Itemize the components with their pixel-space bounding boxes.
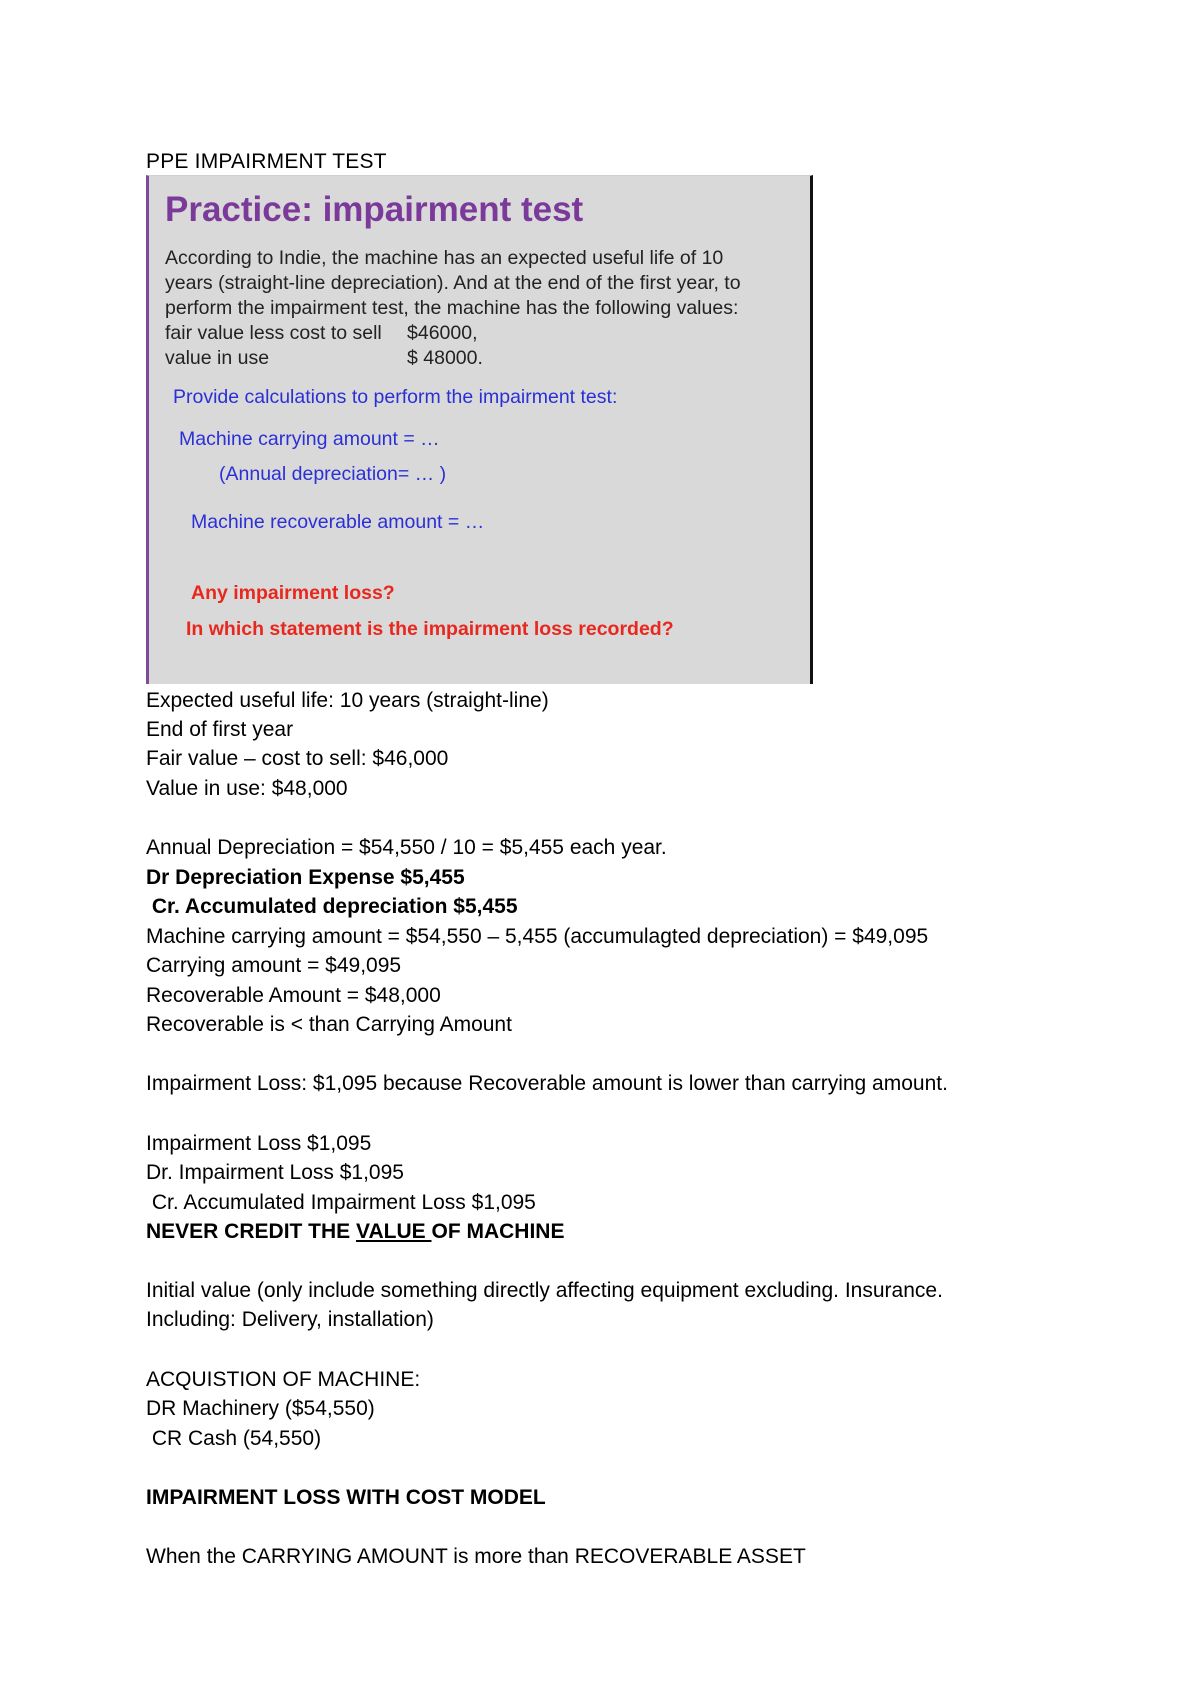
text-line: Expected useful life: 10 years (straight-line): [146, 689, 549, 712]
value-in-use-label: value in use: [165, 347, 270, 369]
slide-value-in-use-row: [165, 346, 805, 371]
slide-carrying-amount: Machine carrying amount = …: [179, 428, 440, 450]
slide-question-statement: In which statement is the impairment loss recorded?: [186, 618, 674, 640]
text-line: ACQUISTION OF MACHINE:: [146, 1368, 421, 1391]
fair-value-amount: $46000,: [407, 322, 478, 344]
text-line: DR Machinery ($54,550): [146, 1397, 375, 1420]
slide-annual-depreciation: (Annual depreciation= … ): [219, 463, 447, 485]
slide-title: Practice: impairment test: [165, 190, 584, 229]
warning-line: [146, 1218, 564, 1246]
text-line: Machine carrying amount = $54,550 – 5,455 (accumulagted depreciation) = $49,095: [146, 925, 929, 948]
warning-text-part: NEVER CREDIT THE: [146, 1220, 357, 1243]
text-line: CR Cash (54,550): [146, 1427, 322, 1450]
warning-text-part: OF MACHINE: [431, 1220, 565, 1243]
section-heading: IMPAIRMENT LOSS WITH COST MODEL: [146, 1486, 546, 1509]
journal-entry-debit: Dr Depreciation Expense $5,455: [146, 866, 465, 889]
text-line: Carrying amount = $49,095: [146, 954, 402, 977]
text-line: Initial value (only include something directly affecting equipment excluding. Insurance.: [146, 1279, 943, 1302]
slide-paragraph: [165, 246, 805, 371]
slide-para-line: perform the impairment test, the machine has the following values:: [165, 297, 739, 319]
text-line: Fair value – cost to sell: $46,000: [146, 747, 449, 770]
slide-image: [146, 175, 813, 684]
text-line: Recoverable Amount = $48,000: [146, 984, 441, 1007]
value-in-use-amount: $ 48000.: [407, 347, 483, 369]
slide-fair-value-row: [165, 321, 805, 346]
text-line: Impairment Loss: $1,095 because Recoverable amount is lower than carrying amount.: [146, 1072, 948, 1095]
slide-para-line: years (straight-line depreciation). And at the end of the first year, to: [165, 272, 741, 294]
text-line: Cr. Accumulated Impairment Loss $1,095: [146, 1191, 536, 1214]
text-line: End of first year: [146, 718, 294, 741]
text-line: Annual Depreciation = $54,550 / 10 = $5,455 each year.: [146, 836, 667, 859]
text-line: Impairment Loss $1,095: [146, 1132, 372, 1155]
text-line: Recoverable is < than Carrying Amount: [146, 1013, 512, 1036]
slide-question-impairment: Any impairment loss?: [191, 582, 395, 604]
text-line: Including: Delivery, installation): [146, 1308, 434, 1331]
fair-value-label: fair value less cost to sell: [165, 322, 382, 344]
warning-underlined-text: VALUE: [356, 1220, 432, 1243]
page-heading: PPE IMPAIRMENT TEST: [146, 150, 387, 173]
text-line: Dr. Impairment Loss $1,095: [146, 1161, 404, 1184]
text-line: Value in use: $48,000: [146, 777, 348, 800]
slide-recoverable-amount: Machine recoverable amount = …: [191, 511, 485, 533]
slide-prompt: Provide calculations to perform the impairment test:: [173, 386, 618, 408]
journal-entry-credit: Cr. Accumulated depreciation $5,455: [146, 895, 518, 918]
slide-para-line: According to Indie, the machine has an expected useful life of 10: [165, 247, 724, 269]
text-line: When the CARRYING AMOUNT is more than RECOVERABLE ASSET: [146, 1545, 806, 1568]
